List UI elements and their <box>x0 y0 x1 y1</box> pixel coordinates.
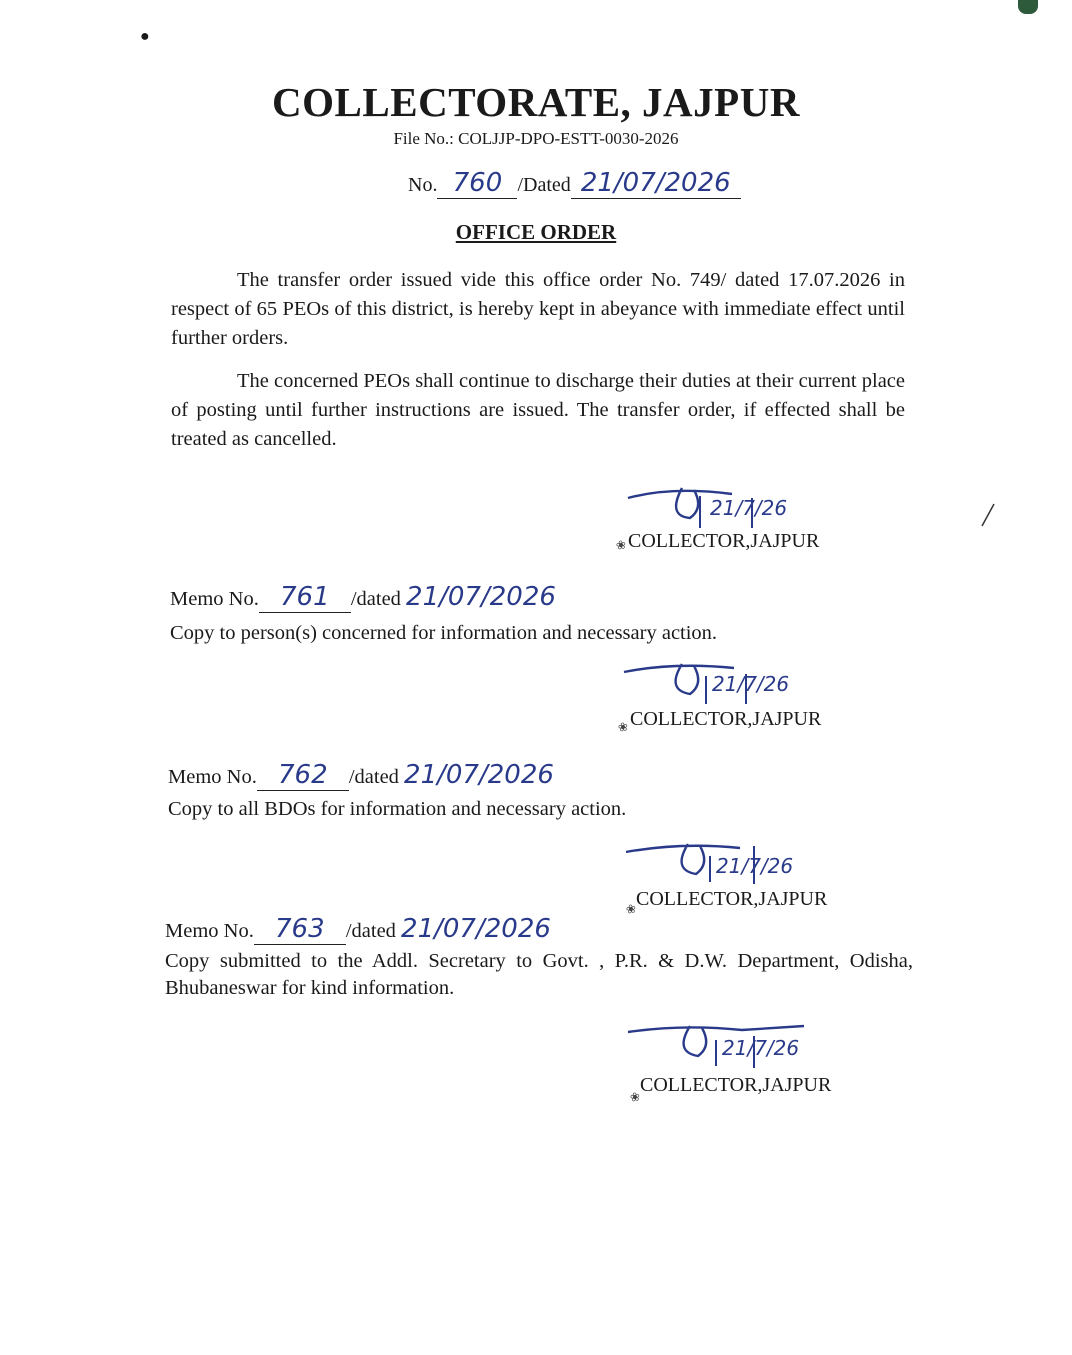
order-no-label: No. <box>408 174 438 196</box>
order-dated-label: /Dated <box>517 174 571 196</box>
memo-label-2: Memo No. <box>168 766 257 788</box>
collector-designation-4: COLLECTOR,JAJPUR <box>640 1074 832 1096</box>
signature-initials-2: 21/7/26 <box>712 672 790 696</box>
collector-designation-2: COLLECTOR,JAJPUR <box>630 708 822 730</box>
order-no-value: 760 <box>437 168 517 199</box>
collector-designation-1: COLLECTOR,JAJPUR <box>628 530 820 552</box>
signature-block-1 <box>612 476 882 556</box>
memo-line-2 <box>168 760 554 791</box>
margin-tick-mark <box>978 500 998 535</box>
memo-number-1: 761 <box>259 582 351 613</box>
signature-initials-4: 21/7/26 <box>722 1036 800 1060</box>
paragraph-2: The concerned PEOs shall continue to discharge their duties at their current place of posting until further instructions are issued. The transfer order, if effected shall be treated as cancelled. <box>171 370 905 450</box>
memo-date-3: 21/07/2026 <box>401 914 551 944</box>
corner-tab-mark <box>1018 0 1038 14</box>
order-number-line <box>408 168 741 199</box>
memo-dated-label-2: /dated <box>348 766 399 788</box>
collector-designation-3: COLLECTOR,JAJPUR <box>636 888 828 910</box>
seal-stamp-1: ❀ <box>614 537 628 553</box>
office-order-heading: OFFICE ORDER <box>455 220 617 244</box>
memo-number-2: 762 <box>257 760 349 791</box>
memo-date-2: 21/07/2026 <box>404 760 554 790</box>
signature-block-2 <box>614 654 884 734</box>
signature-block-4 <box>624 1020 894 1105</box>
paragraph-1: The transfer order issued vide this office order No. 749/ dated 17.07.2026 in respect of 65 PEOs of this district, is hereby kept in abeyance with immediate effect until further orders. <box>171 269 905 349</box>
ink-smudge: ● <box>140 28 150 45</box>
signature-initials-1: 21/7/26 <box>710 496 788 520</box>
memo-dated-label-3: /dated <box>345 920 396 942</box>
memo-date-1: 21/07/2026 <box>406 582 556 612</box>
memo-copy-text-1: Copy to person(s) concerned for information and necessary action. <box>170 622 718 644</box>
memo-line-3 <box>165 914 551 945</box>
seal-stamp-2: ❀ <box>616 719 630 735</box>
signature-initials-3: 21/7/26 <box>716 854 794 878</box>
signature-block-3 <box>622 836 892 916</box>
memo-copy-text-2: Copy to all BDOs for information and necessary action. <box>168 798 627 820</box>
memo-dated-label-1: /dated <box>350 588 401 610</box>
order-dated-value: 21/07/2026 <box>571 168 741 199</box>
memo-copy-text-3: Copy submitted to the Addl. Secretary to Govt. , P.R. & D.W. Department, Odisha, Bhubaneswar for kind information. <box>165 950 913 999</box>
memo-label-3: Memo No. <box>165 920 254 942</box>
seal-stamp-4: ❀ <box>628 1089 642 1105</box>
memo-line-1 <box>170 582 556 613</box>
document-title: COLLECTORATE, JAJPUR <box>272 79 800 125</box>
memo-number-3: 763 <box>254 914 346 945</box>
file-number: File No.: COLJJP-DPO-ESTT-0030-2026 <box>393 129 679 148</box>
memo-label-1: Memo No. <box>170 588 259 610</box>
seal-stamp-3: ❀ <box>624 901 638 917</box>
